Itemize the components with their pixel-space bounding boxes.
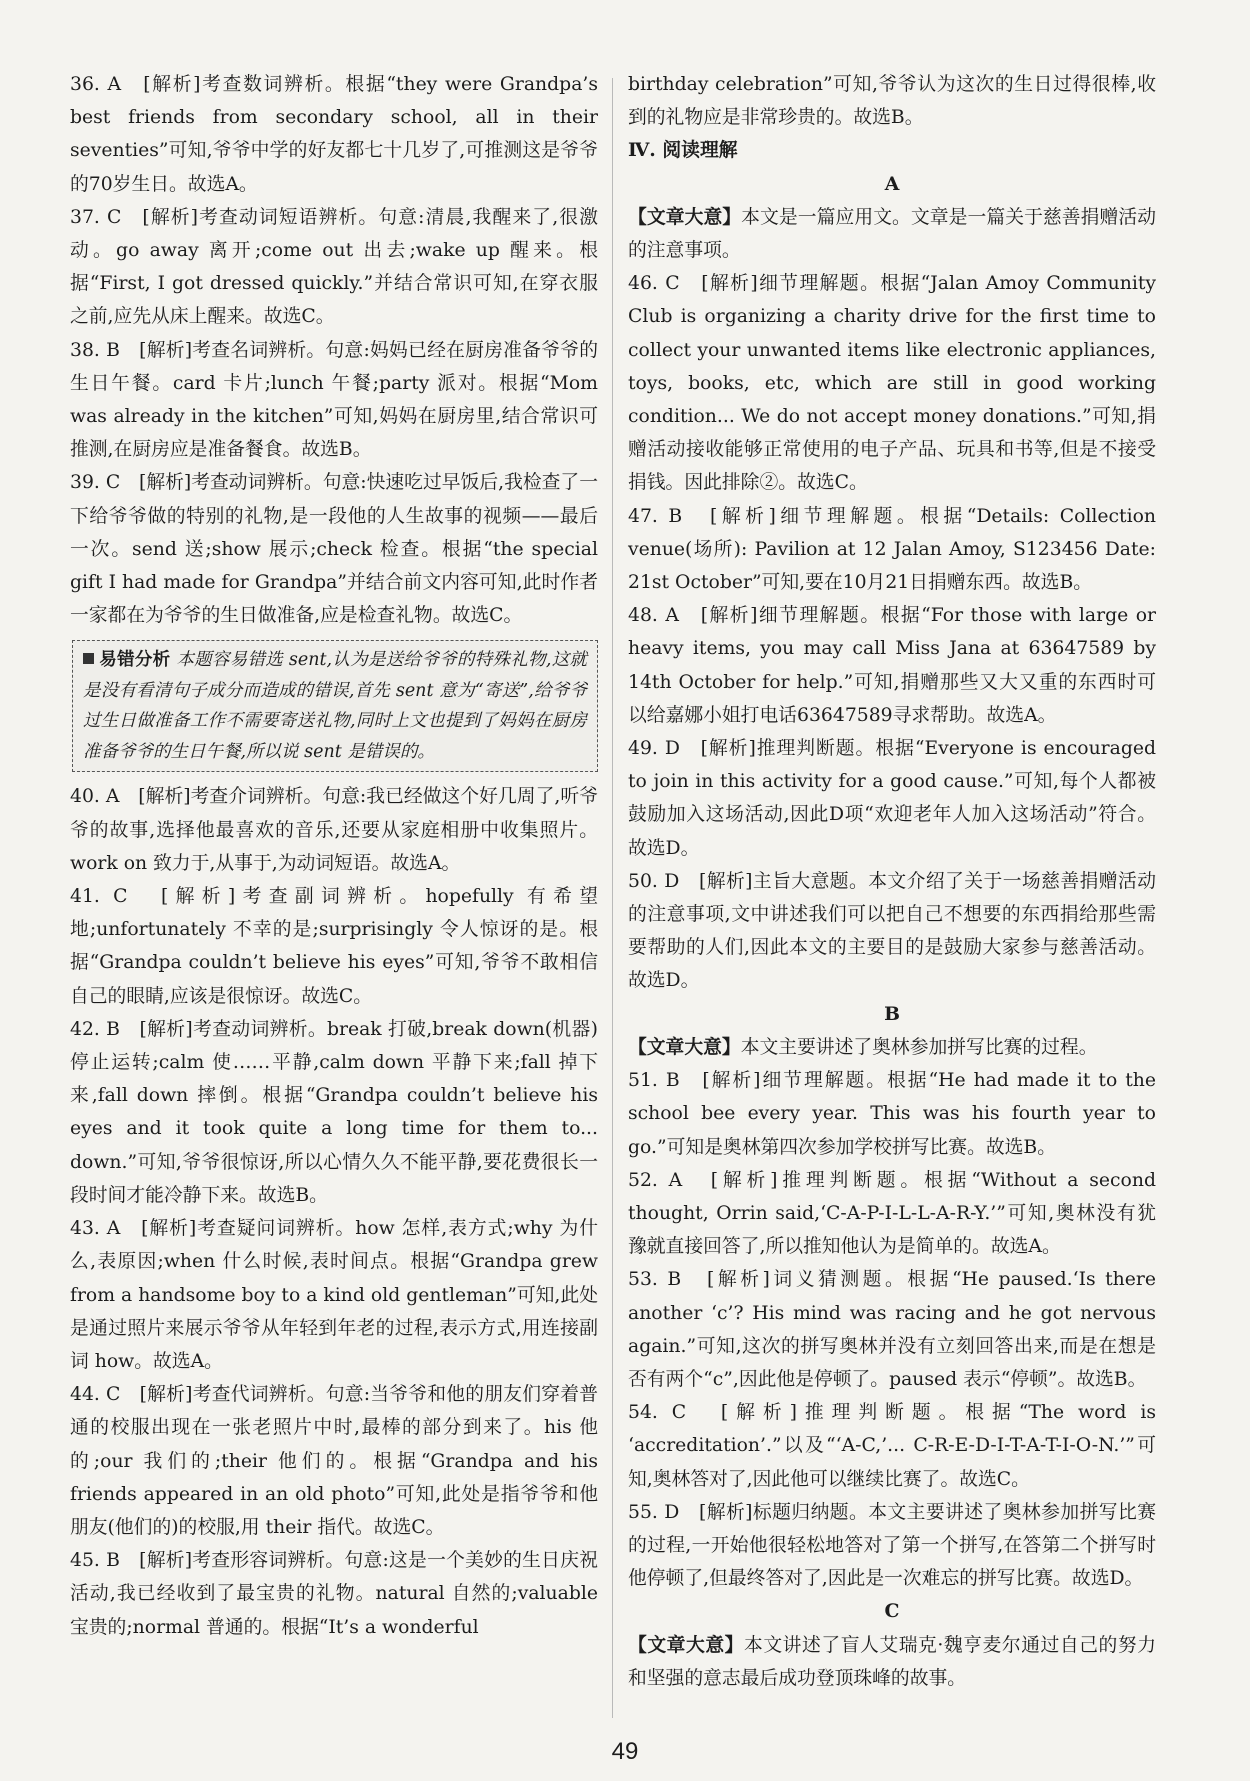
answer-49: 49. D [解析]推理判断题。根据“Everyone is encouraged to join in this activity for a good cause.”可知,每个人都被鼓励加入这场活动,因此D项“欢迎老年人加入这场活动”符合。故选D。 [628, 738, 1156, 859]
answer-50: 50. D [解析]主旨大意题。本文介绍了关于一场慈善捐赠活动的注意事项,文中讲述我们可以把自己不想要的东西捐给那些需要帮助的人们,因此本文的主要目的是鼓励大家参与慈善活动。故选D。 [628, 870, 1156, 992]
summary-tag: 【文章大意】 [628, 1633, 745, 1656]
part-b-summary: 【文章大意】本文主要讲述了奥林参加拼写比赛的过程。 [628, 1035, 1098, 1058]
answer-44: 44. C [解析]考查代词辨析。句意:当爷爷和他的朋友们穿着普通的校服出现在一张老照片中时,最棒的部分到来了。his 他的;our 我们的;their 他们的。根据“Grandpa and his friends appeared in an old photo”可知,此处是指爷爷和他朋友(他们的)的校服,用 their 指代。故选C。 [70, 1384, 598, 1538]
page-number: 49 [611, 1738, 639, 1765]
reading-section-title: Ⅳ. 阅读理解 [628, 139, 738, 162]
answer-52: 52. A [解析]推理判断题。根据“Without a second thought, Orrin said,‘C-A-P-I-L-L-A-R-Y.’”可知,奥林没有犹豫就直接回答了,所以推知他认为是简单的。故选A。 [628, 1169, 1156, 1258]
answer-53: 53. B [解析]词义猜测题。根据“He paused.‘Is there another ‘c’? His mind was racing and he got nervous again.”可知,这次的拼写奥林并没有立刻回答出来,而是在想是否有两个“c”,因此他是停顿了。paused 表示“停顿”。故选B。 [628, 1269, 1156, 1390]
part-a-title: A [884, 172, 900, 195]
answer-37: 37. C [解析]考查动词短语辨析。句意:清晨,我醒来了,很激动。go away 离开;come out 出去;wake up 醒来。根据“First, I got dressed quickly.”并结合常识可知,在穿衣服之前,应先从床上醒来。故选C。 [70, 206, 598, 328]
answer-36: 36. A [解析]考查数词辨析。根据“they were Grandpa’s best friends from secondary school, all in their seventies”可知,爷爷中学的好友都七十几岁了,可推测这是爷爷的70岁生日。故选A。 [70, 74, 598, 195]
answer-41: 41. C [解析]考查副词辨析。hopefully 有希望地;unfortunately 不幸的是;surprisingly 令人惊讶的是。根据“Grandpa couldn’t believe his eyes”可知,爷爷不敢相信自己的眼睛,应该是很惊讶。故选C。 [70, 886, 598, 1007]
answer-51: 51. B [解析]细节理解题。根据“He had made it to the school bee every year. This was his fourth year to go.”可知是奥林第四次参加学校拼写比赛。故选B。 [628, 1070, 1156, 1158]
part-a-summary: 【文章大意】本文是一篇应用文。文章是一篇关于慈善捐赠活动的注意事项。 [628, 205, 1157, 262]
error-analysis-text: 本题容易错选 sent,认为是送给爷爷的特殊礼物,这就是没有看清句子成分而造成的错误,首先 sent 意为“寄送”,给爷爷过生日做准备工作不需要寄送礼物,同时上文也提到了妈妈在厨房准备爷爷的生日午餐,所以说 sent 是错误的。 [83, 650, 587, 762]
answer-45: 45. B [解析]考查形容词辨析。句意:这是一个美妙的生日庆祝活动,我已经收到了最宝贵的礼物。natural 自然的;valuable 宝贵的;normal 普通的。根据“It’s a wonderful [70, 1550, 598, 1638]
part-b-title: B [884, 1002, 900, 1025]
answer-45-continued: birthday celebration”可知,爷爷认为这次的生日过得很棒,收到的礼物应是非常珍贵的。故选B。 [628, 74, 1156, 129]
answer-55: 55. D [解析]标题归纳题。本文主要讲述了奥林参加拼写比赛的过程,一开始他很轻松地答对了第一个拼写,在答第二个拼写时他停顿了,但最终答对了,因此是一次难忘的拼写比赛。故选D。 [628, 1501, 1156, 1590]
answer-47: 47. B [解析]细节理解题。根据“Details: Collection venue(场所): Pavilion at 12 Jalan Amoy, S123456 Date: 21st October”可知,要在10月21日捐赠东西。故选B。 [628, 505, 1156, 594]
answer-39: 39. C [解析]考查动词辨析。句意:快速吃过早饭后,我检查了一下给爷爷做的特别的礼物,是一段他的人生故事的视频——最后一次。send 送;show 展示;check 检查。根据“the special gift I had made for Grandpa”并结合前文内容可知,此时作者一家都在为爷爷的生日做准备,应是检查礼物。故选C。 [70, 472, 598, 627]
answer-42: 42. B [解析]考查动词辨析。break 打破,break down(机器)停止运转;calm 使……平静,calm down 平静下来;fall 掉下来,fall down 摔倒。根据“Grandpa couldn’t believe his eyes and it took quite a long time for them to... down.”可知,爷爷很惊讶,所以心情久久不能平静,要花费很长一段时间才能冷静下来。故选B。 [70, 1018, 598, 1206]
answer-48: 48. A [解析]细节理解题。根据“For those with large or heavy items, you may call Miss Jana at 63647589 by 14th October for help.”可知,捐赠那些又大又重的东西时可以给嘉娜小姐打电话63647589寻求帮助。故选A。 [628, 605, 1156, 726]
summary-tag: 【文章大意】 [628, 1035, 741, 1058]
error-analysis-label: 易错分析 [99, 650, 171, 671]
answer-40: 40. A [解析]考查介词辨析。句意:我已经做这个好几周了,听爷爷的故事,选择他最喜欢的音乐,还要从家庭相册中收集照片。work on 致力于,从事于,为动词短语。故选A。 [70, 786, 598, 874]
answer-38: 38. B [解析]考查名词辨析。句意:妈妈已经在厨房准备爷爷的生日午餐。card 卡片;lunch 午餐;party 派对。根据“Mom was already in the kitchen”可知,妈妈在厨房里,结合常识可推测,在厨房应是准备餐食。故选B。 [70, 339, 598, 461]
answer-46: 46. C [解析]细节理解题。根据“Jalan Amoy Community Club is organizing a charity drive for the first time to collect your unwanted items like electronic appliances, toys, books, etc, which are still in good working condition... We do not accept money donations.”可知,捐赠活动接收能够正常使用的电子产品、玩具和书等,但是不接受捐钱。因此排除②。故选C。 [628, 273, 1156, 494]
part-c-title: C [884, 1600, 900, 1623]
left-column [70, 68, 598, 1644]
error-analysis-box [72, 640, 598, 772]
column-divider [612, 78, 613, 1718]
answer-43: 43. A [解析]考查疑问词辨析。how 怎样,表方式;why 为什么,表原因;when 什么时候,表时间点。根据“Grandpa grew from a handsome boy to a kind old gentleman”可知,此处是通过照片来展示爷爷从年轻到年老的过程,表示方式,用连接副词 how。故选A。 [70, 1218, 598, 1372]
summary-tag: 【文章大意】 [628, 205, 742, 228]
answer-54: 54. C [解析]推理判断题。根据“The word is ‘accreditation’.”以及“‘A-C,’... C-R-E-D-I-T-A-T-I-O-N.’”可知,奥林答对了,因此他可以继续比赛了。故选C。 [628, 1402, 1156, 1490]
right-column [628, 68, 1156, 1695]
note-bullet-icon [83, 653, 94, 664]
part-c-summary: 【文章大意】本文讲述了盲人艾瑞克·魏亨麦尔通过自己的努力和坚强的意志最后成功登顶珠峰的故事。 [628, 1633, 1157, 1689]
